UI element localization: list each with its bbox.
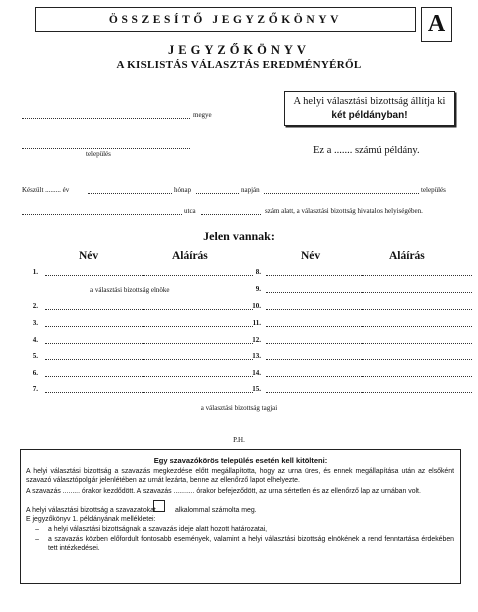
name-field[interactable] (45, 392, 155, 393)
copies-note-line1: A helyi választási bizottság állítja ki (293, 96, 446, 107)
street-rest-text: szám alatt, a választási bizottság hivatalos helyiségében. (265, 207, 423, 215)
row-number: 2. (32, 302, 38, 310)
signature-field[interactable] (362, 343, 472, 344)
signature-field[interactable] (143, 309, 253, 310)
name-field[interactable] (266, 326, 376, 327)
signature-field[interactable] (143, 359, 253, 360)
count-label: A helyi választási bizottság a szavazatokat (26, 507, 156, 514)
left-signature-header: Aláírás (172, 250, 208, 262)
row-number: 8. (255, 268, 261, 276)
row-number: 9. (255, 285, 261, 293)
row-number: 15. (252, 385, 261, 393)
attachment-item: – a helyi választási bizottságnak a szavazás ideje alatt hozott határozatai, (35, 526, 268, 533)
count-suffix: alkalommal számolta meg. (175, 507, 257, 514)
county-label: megye (193, 111, 212, 119)
row-number: 13. (252, 352, 261, 360)
settlement-label: település (86, 150, 111, 158)
voting-times: A szavazás ......... órakor kezdődött. A szavazás ........... órakor befejeződött, az urna sértetlen és az ellenőrző lap az urnában volt. (26, 488, 421, 495)
present-heading: Jelen vannak: (203, 229, 275, 243)
count-times-box[interactable] (153, 500, 165, 512)
made-month-field[interactable] (196, 193, 239, 194)
made-settlement-field[interactable] (264, 193, 419, 194)
county-field[interactable] (22, 118, 190, 119)
row-number: 1. (32, 268, 38, 276)
signature-field[interactable] (362, 376, 472, 377)
row-number: 14. (252, 369, 261, 377)
stamp-mark: P.H. (233, 436, 245, 444)
row-number: 11. (252, 319, 261, 327)
signature-field[interactable] (143, 392, 253, 393)
copies-note (284, 91, 455, 126)
document-title: JEGYZŐKÖNYV (168, 43, 310, 57)
signature-field[interactable] (362, 275, 472, 276)
signature-field[interactable] (143, 343, 253, 344)
signature-field[interactable] (143, 326, 253, 327)
document-subtitle: A KISLISTÁS VÁLASZTÁS EREDMÉNYÉRŐL (116, 59, 362, 71)
row-number: 7. (32, 385, 38, 393)
made-month-label: hónap (174, 186, 192, 194)
row-number: 10. (252, 302, 261, 310)
row-number: 4. (32, 336, 38, 344)
name-field[interactable] (45, 359, 155, 360)
row-number: 12. (252, 336, 261, 344)
made-year-label: Készült ......... év (22, 186, 70, 194)
street-number-field[interactable] (201, 214, 261, 215)
name-field[interactable] (266, 376, 376, 377)
signature-field[interactable] (143, 376, 253, 377)
name-field[interactable] (266, 343, 376, 344)
attachment-item: – a szavazás közben előfordult fontosabb események, valamint a helyi választási bizottság elnökének a rend fenntartása érdekében tett intézkedései. (35, 536, 454, 552)
right-signature-header: Aláírás (389, 250, 425, 262)
left-name-header: Név (79, 250, 99, 262)
made-year-field[interactable] (88, 193, 172, 194)
name-field[interactable] (45, 326, 155, 327)
right-name-header: Név (301, 250, 321, 262)
name-field[interactable] (266, 275, 376, 276)
name-field[interactable] (266, 359, 376, 360)
row-number: 5. (32, 352, 38, 360)
section-title: Egy szavazókörös település esetén kell kitölteni: (153, 456, 328, 465)
settlement-field[interactable] (22, 148, 190, 149)
row-number: 3. (32, 319, 38, 327)
single-district-section (20, 449, 461, 584)
made-day-label: napján (241, 186, 260, 194)
copies-note-line2: két példányban! (331, 110, 408, 121)
signature-field[interactable] (362, 326, 472, 327)
name-field[interactable] (266, 309, 376, 310)
signature-field[interactable] (362, 359, 472, 360)
street-label: utca (184, 207, 196, 215)
name-field[interactable] (45, 376, 155, 377)
members-label: a választási bizottság tagjai (200, 404, 278, 412)
attachment-item-text: a helyi választási bizottságnak a szavazás ideje alatt hozott határozatai, (48, 526, 268, 533)
chair-label: a választási bizottság elnöke (90, 286, 170, 294)
name-field[interactable] (266, 392, 376, 393)
name-field[interactable] (45, 309, 155, 310)
signature-field[interactable] (362, 392, 472, 393)
name-field[interactable] (45, 275, 155, 276)
urn-statement: A helyi választási bizottság a szavazás megkezdése előtt megállapította, hogy az urna üres, és ennek megállapítása után az elsőként szavazó választópolgár jelenlétében az urnát lezárta, benne az ellenőrző lapot elhelyezte. (26, 468, 454, 484)
row-number: 6. (32, 369, 38, 377)
name-field[interactable] (266, 292, 376, 293)
made-settlement-label: település (421, 186, 446, 194)
attachments-heading: E jegyzőkönyv 1. példányának mellékletei: (26, 516, 156, 523)
attachment-item-text: a szavazás közben előfordult fontosabb események, valamint a helyi választási bizottság elnökének a rend fenntartása érdekében tett intézkedései. (48, 536, 454, 552)
signature-field[interactable] (362, 309, 472, 310)
signature-field[interactable] (362, 292, 472, 293)
form-title: ÖSSZESÍTŐ JEGYZŐKÖNYV (35, 7, 416, 32)
copy-number-text: Ez a ....... számú példány. (313, 145, 420, 156)
name-field[interactable] (45, 343, 155, 344)
street-field[interactable] (22, 214, 182, 215)
signature-field[interactable] (143, 275, 253, 276)
form-letter: A (421, 7, 452, 42)
